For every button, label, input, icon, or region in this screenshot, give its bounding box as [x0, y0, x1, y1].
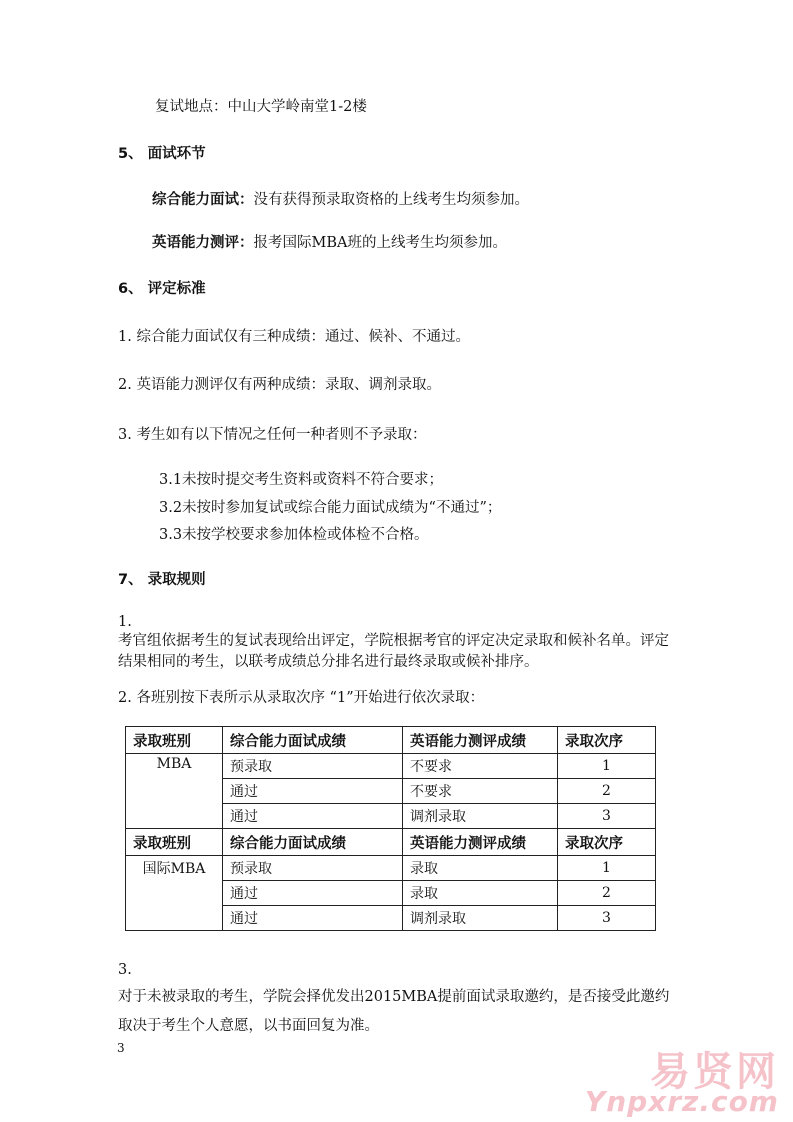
table-header-cell: 录取班别 [126, 829, 223, 856]
table-header-cell: 录取班别 [126, 727, 223, 754]
table-header-cell: 综合能力面试成绩 [223, 727, 403, 754]
retest-location: 复试地点：中山大学岭南堂1-2楼 [155, 99, 367, 115]
page-number: 3 [117, 1041, 125, 1055]
table-cell: 录取 [403, 856, 558, 881]
rule-3-number: 3. [118, 962, 132, 978]
rule-1-text: 考官组依据考生的复试表现给出评定，学院根据考官的评定决定录取和候补名单。评定结果相同的考生，以联考成绩总分排名进行最终录取或候补排序。 [118, 633, 669, 670]
table-cell: 预录取 [223, 754, 403, 779]
watermark-logo [584, 1040, 783, 1120]
table-cell: 调剂录取 [403, 906, 558, 931]
table-cell: 不要求 [403, 779, 558, 804]
criteria-item-2: 2. 英语能力测评仅有两种成绩：录取、调剂录取。 [118, 377, 441, 393]
criteria-sub-item-2: 3.2未按时参加复试或综合能力面试成绩为“不通过”； [159, 500, 502, 516]
order-cell: 3 [558, 804, 656, 829]
table-cell: 预录取 [223, 856, 403, 881]
rule-2-text: 2. 各班别按下表所示从录取次序 “1”开始进行依次录取： [118, 690, 485, 706]
interview-item-english [152, 231, 507, 252]
criteria-item-3: 3. 考生如有以下情况之任何一种者则不予录取： [118, 427, 427, 443]
order-cell: 1 [558, 856, 656, 881]
interview-item-general-label: 综合能力面试： [152, 192, 254, 208]
section-5-heading: 5、 面试环节 [118, 146, 206, 162]
interview-item-general-text: 没有获得预录取资格的上线考生均须参加。 [253, 192, 529, 208]
table-header-cell: 英语能力测评成绩 [403, 727, 558, 754]
order-cell: 2 [558, 779, 656, 804]
table-cell: 通过 [223, 881, 403, 906]
order-cell: 3 [558, 906, 656, 931]
order-cell: 2 [558, 881, 656, 906]
table-cell: 录取 [403, 881, 558, 906]
table-header-cell: 录取次序 [558, 829, 656, 856]
table-cell: 通过 [223, 779, 403, 804]
class-name-cell: 国际MBA [126, 856, 223, 931]
table-header-cell: 综合能力面试成绩 [223, 829, 403, 856]
admission-order-table [125, 726, 656, 931]
table-header-cell: 英语能力测评成绩 [403, 829, 558, 856]
table-header-row [126, 829, 656, 856]
interview-item-general [152, 188, 529, 209]
order-cell: 1 [558, 754, 656, 779]
section-7-heading: 7、 录取规则 [118, 572, 206, 588]
criteria-sub-item-3: 3.3未按学校要求参加体检或体检不合格。 [159, 527, 429, 543]
class-name-cell: MBA [126, 754, 223, 829]
interview-item-english-text: 报考国际MBA班的上线考生均须参加。 [253, 235, 507, 251]
table-cell: 通过 [223, 906, 403, 931]
rule-3-text: 对于未被录取的考生，学院会择优发出2015MBA提前面试录取邀约，是否接受此邀约取决于考生个人意愿，以书面回复为准。 [118, 989, 670, 1034]
watermark-en: Ynpxrz.com [584, 1085, 779, 1118]
rule-1-number: 1. [118, 614, 132, 630]
criteria-item-1: 1. 综合能力面试仅有三种成绩：通过、候补、不通过。 [118, 329, 470, 345]
table-header-cell: 录取次序 [558, 727, 656, 754]
interview-item-english-label: 英语能力测评： [152, 235, 254, 251]
table-cell: 调剂录取 [403, 804, 558, 829]
section-6-heading: 6、 评定标准 [118, 281, 206, 297]
table-row [126, 754, 656, 779]
table-cell: 不要求 [403, 754, 558, 779]
table-row [126, 856, 656, 881]
watermark-cn: 易贤网 [650, 1049, 779, 1095]
table-cell: 通过 [223, 804, 403, 829]
table-header-row [126, 727, 656, 754]
criteria-sub-item-1: 3.1未按时提交考生资料或资料不符合要求； [159, 472, 444, 488]
